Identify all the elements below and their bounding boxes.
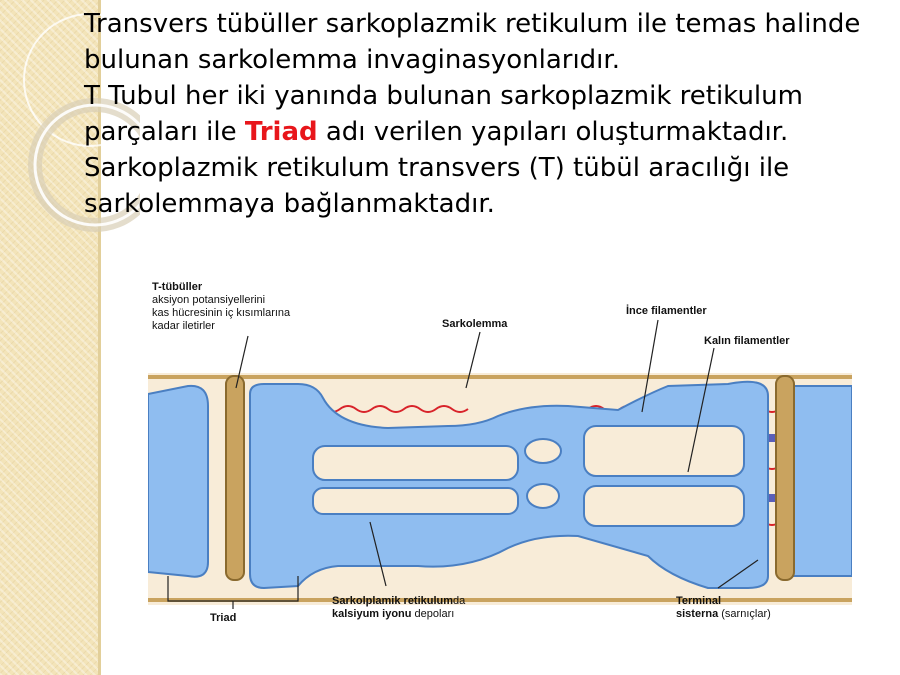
- label-t-tubule-title: T-tübüller: [152, 281, 203, 293]
- paragraph-2: [84, 78, 884, 150]
- label-sarkoplazmik-retikulum: Sarkolplamik retikulumda: [332, 595, 466, 607]
- sarcoplasmic-reticulum-diagram: [148, 276, 852, 632]
- slide-body-text: [84, 6, 884, 222]
- label-kalin-filamentler: Kalın filamentler: [704, 335, 790, 347]
- label-t-tubule-desc-3: kadar iletirler: [152, 320, 215, 332]
- paragraph-1: Transvers tübüller sarkoplazmik retikulum ile temas halinde bulunan sarkolemma invaginasyonlarıdır.: [84, 9, 861, 75]
- label-triad: Triad: [210, 612, 237, 624]
- label-kalsiyum-depolari: kalsiyum iyonu depoları: [332, 608, 455, 620]
- triad-highlight: Triad: [244, 117, 318, 147]
- paragraph-2-end: adı verilen yapıları oluşturmaktadır.: [317, 117, 789, 147]
- label-t-tubule-desc-2: kas hücresinin iç kısımlarına: [152, 307, 291, 319]
- label-ince-filamentler: İnce filamentler: [626, 305, 707, 317]
- label-sarkolemma: Sarkolemma: [442, 318, 508, 330]
- paragraph-3: Sarkoplazmik retikulum transvers (T) tübül aracılığı ile sarkolemmaya bağlanmaktadır.: [84, 153, 790, 219]
- label-terminal: Terminal: [676, 595, 722, 607]
- label-t-tubule-desc-1: aksiyon potansiyellerini: [152, 294, 266, 306]
- paragraph-2-start: T Tubul her iki yanında bulunan sarkoplazmik retikulum parçaları ile: [84, 81, 803, 147]
- label-sisterna: sisterna (sarnıçlar): [676, 608, 771, 620]
